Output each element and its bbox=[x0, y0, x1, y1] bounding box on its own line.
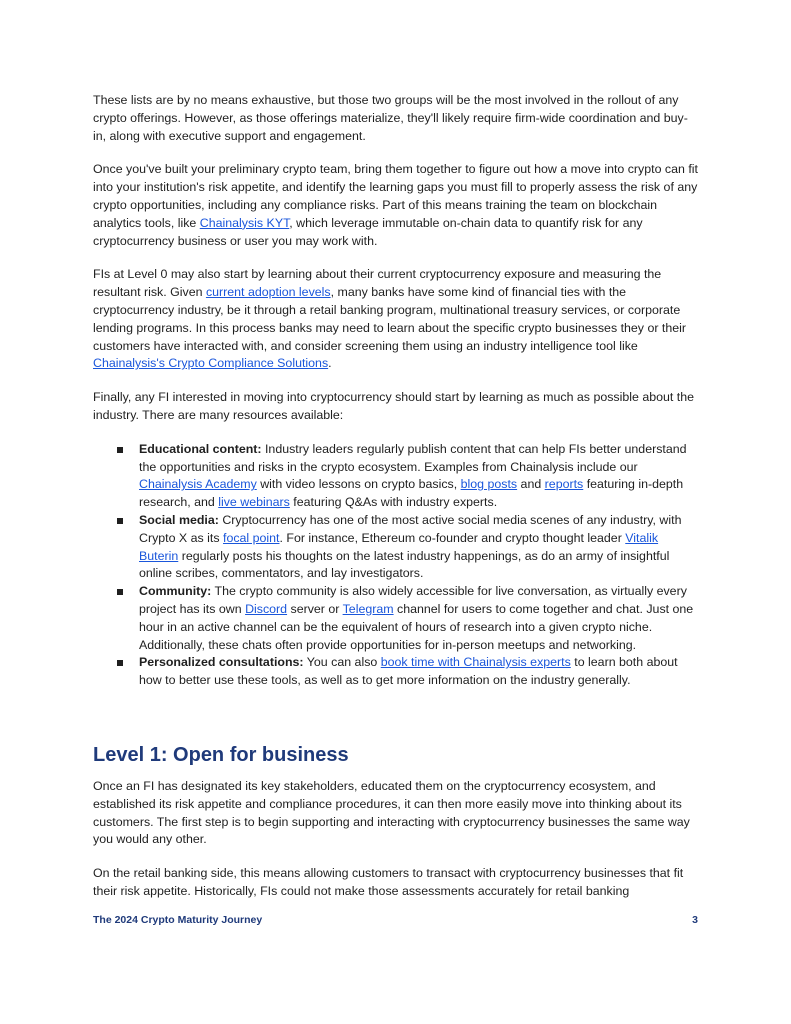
paragraph-level-1-intro: Once an FI has designated its key stakeholders, educated them on the cryptocurrency ecosystem, and established its risk appetite and compliance procedures, it can then more easily move into thinking about its customers. The first step is to begin supporting and interacting with cryptocurrency businesses the same way you would any other. bbox=[93, 778, 690, 847]
link-reports[interactable]: reports bbox=[544, 477, 584, 492]
section-heading: Level 1: Open for business bbox=[93, 743, 349, 766]
bullet-label: Personalized consultations: bbox=[139, 655, 304, 670]
square-bullet-icon bbox=[117, 518, 123, 524]
text-run: , which leverage immutable on-chain data to quantify risk for any cryptocurrency business or user you may work with. bbox=[93, 215, 643, 248]
text-run: , many banks have some kind of financial ties with the cryptocurrency industry, be it through a retail banking program, multinational treasury services, or corporate lending programs. In this process banks may need to learn about the specific crypto businesses they or their customers have interacted with, and consider screening them using an industry intelligence tool like bbox=[93, 285, 687, 353]
link-chainalysis-kyt[interactable]: Chainalysis KYT bbox=[199, 215, 290, 230]
text-run: with video lessons on crypto basics, bbox=[256, 477, 461, 492]
link-focal-point[interactable]: focal point bbox=[223, 530, 280, 545]
bullet-label: Community: bbox=[139, 584, 212, 599]
text-run: . For instance, Ethereum co-founder and crypto thought leader bbox=[279, 530, 626, 545]
paragraph-exposure bbox=[93, 266, 698, 373]
link-telegram[interactable]: Telegram bbox=[342, 601, 394, 616]
square-bullet-icon bbox=[117, 660, 123, 666]
text-run: Industry leaders regularly publish content that can help FIs better understand the opportunities and risks in the crypto ecosystem. Examples from Chainalysis include our bbox=[139, 441, 687, 474]
text-run: featuring in-depth research, and bbox=[139, 477, 684, 510]
link-discord[interactable]: Discord bbox=[245, 601, 288, 616]
bullet-label: Social media: bbox=[139, 512, 219, 527]
text-run: server or bbox=[287, 601, 343, 616]
list-item-educational-content bbox=[139, 441, 698, 512]
text-run: regularly posts his thoughts on the latest industry happenings, as do an army of insightful online scribes, commentators, and lay investigators. bbox=[139, 548, 670, 581]
text-run: channel for users to come together and chat. Just one hour in an active channel can be the equivalent of hours of research into a given crypto niche. Additionally, these chats often provide opportunities for in-person meetups and networking. bbox=[139, 601, 694, 652]
footer-page-number: 3 bbox=[692, 914, 698, 926]
text-run: You can also bbox=[303, 655, 381, 670]
list-item-social-media bbox=[139, 512, 698, 583]
link-crypto-compliance-solutions[interactable]: Chainalysis's Crypto Compliance Solutions bbox=[93, 356, 329, 371]
text-run: Cryptocurrency has one of the most active social media scenes of any industry, with Crypto X as its bbox=[139, 512, 682, 545]
link-current-adoption-levels[interactable]: current adoption levels bbox=[205, 285, 331, 300]
paragraph-intro: These lists are by no means exhaustive, but those two groups will be the most involved in the rollout of any crypto offerings. However, as those offerings materialize, they'll likely require firm-wide coordination and buy-in, along with executive support and engagement. bbox=[93, 93, 688, 143]
text-run: The crypto community is also widely accessible for live conversation, as virtually every project has its own bbox=[139, 584, 687, 616]
link-live-webinars[interactable]: live webinars bbox=[218, 495, 290, 510]
link-blog-posts[interactable]: blog posts bbox=[460, 477, 518, 492]
bullet-label: Educational content: bbox=[139, 441, 262, 456]
list-item-community bbox=[139, 583, 698, 654]
text-run: to learn both about how to better use these tools, as well as to get more information on the industry generally. bbox=[139, 655, 678, 688]
text-run: Once you've built your preliminary crypto team, bring them together to figure out how a move into crypto can fit into your institution's risk appetite, and identify the learning gaps you must fill to properly assess the risk of any crypto opportunities, including any compliance risks. Part of this means training the team on blockchain analytics tools, like bbox=[93, 162, 698, 230]
paragraph-resources: Finally, any FI interested in moving into cryptocurrency should start by learning as much as possible about the industry. There are many resources available: bbox=[93, 390, 695, 422]
list-item-personalized-consultations bbox=[139, 654, 698, 690]
square-bullet-icon bbox=[117, 447, 123, 453]
page-footer bbox=[93, 914, 698, 926]
resource-list bbox=[93, 441, 698, 690]
footer-document-title: The 2024 Crypto Maturity Journey bbox=[93, 914, 263, 926]
link-book-time-with-experts[interactable]: book time with Chainalysis experts bbox=[380, 655, 571, 670]
paragraph-retail-banking: On the retail banking side, this means allowing customers to transact with cryptocurrency businesses that fit their risk appetite. Historically, FIs could not make those assessments accurately for retail banking bbox=[93, 866, 684, 898]
text-run: featuring Q&As with industry experts. bbox=[289, 495, 498, 510]
link-vitalik-buterin[interactable]: Vitalik Buterin bbox=[139, 530, 659, 563]
text-run: and bbox=[517, 477, 545, 492]
paragraph-team bbox=[93, 161, 698, 250]
text-run: . bbox=[328, 356, 332, 371]
link-chainalysis-academy[interactable]: Chainalysis Academy bbox=[139, 477, 257, 492]
text-run: FIs at Level 0 may also start by learning about their current cryptocurrency exposure and measuring the resultant risk. Given bbox=[93, 267, 662, 300]
document-page bbox=[93, 92, 698, 917]
square-bullet-icon bbox=[117, 589, 123, 595]
